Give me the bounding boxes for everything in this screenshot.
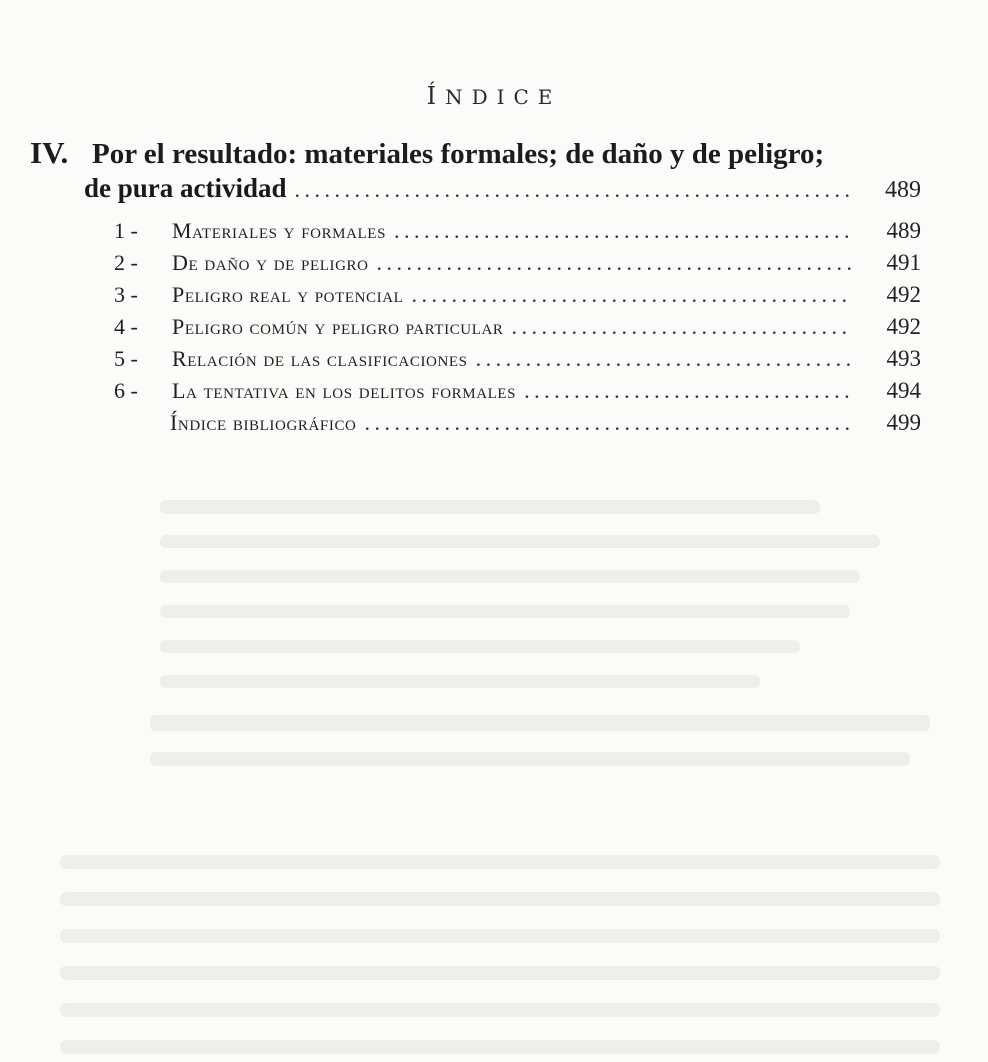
toc-entry	[114, 250, 921, 282]
entry-title: Peligro real y potencial	[172, 282, 404, 307]
header-initial: Í	[426, 82, 446, 110]
section-page-number: 489	[885, 177, 921, 203]
toc-entry	[114, 314, 921, 346]
entry-title: Peligro común y peligro particular	[172, 314, 504, 339]
entry-page-number: 492	[886, 282, 921, 307]
entry-page-number: 492	[886, 314, 921, 339]
toc-entry	[114, 346, 921, 378]
entry-number: 2 -	[114, 250, 138, 275]
dot-leader	[476, 346, 851, 372]
entry-number: 3 -	[114, 282, 138, 307]
entry-number: 6 -	[114, 378, 138, 403]
entry-title: Materiales y formales	[172, 218, 387, 243]
dot-leader	[394, 218, 851, 244]
dot-leader	[365, 410, 852, 436]
dot-leader	[512, 314, 851, 340]
entry-number: 1 -	[114, 218, 138, 243]
entry-page-number: 491	[886, 250, 921, 275]
page-header	[0, 82, 988, 110]
header-rest: NDICE	[445, 85, 562, 109]
toc-entry	[114, 378, 921, 410]
section-heading-continuation	[84, 173, 921, 204]
entry-title: De daño y de peligro	[172, 250, 369, 275]
entry-number: 4 -	[114, 314, 138, 339]
entry-page-number: 494	[886, 378, 921, 403]
section-heading	[30, 135, 824, 171]
section-title-line2: de pura actividad	[84, 173, 287, 203]
section-title-line1: Por el resultado: materiales formales; de daño y de peligro;	[92, 138, 825, 170]
dot-leader	[524, 378, 851, 404]
entry-number: 5 -	[114, 346, 138, 371]
entry-title: Índice bibliográfico	[170, 410, 357, 435]
entry-page-number: 489	[886, 218, 921, 243]
entry-title: La tentativa en los delitos formales	[172, 378, 517, 403]
dot-leader	[295, 177, 851, 203]
toc-entries	[114, 218, 921, 442]
entry-page-number: 499	[886, 410, 921, 435]
toc-entry	[114, 282, 921, 314]
dot-leader	[377, 250, 851, 276]
entry-title: Relación de las clasificaciones	[172, 346, 468, 371]
dot-leader	[411, 282, 851, 308]
section-number: IV.	[30, 135, 69, 170]
toc-entry	[114, 410, 921, 442]
entry-page-number: 493	[886, 346, 921, 371]
toc-entry	[114, 218, 921, 250]
